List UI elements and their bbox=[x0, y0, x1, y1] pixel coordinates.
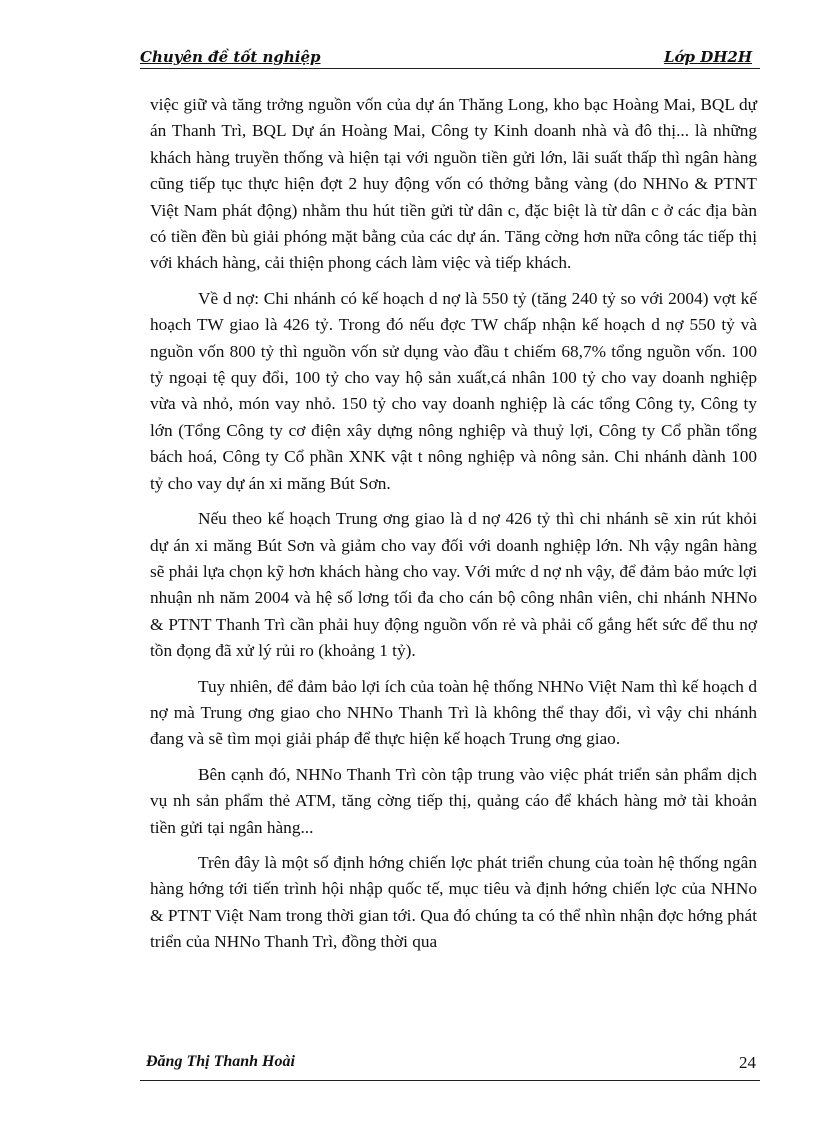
footer-author: Đăng Thị Thanh Hoài bbox=[146, 1053, 295, 1070]
page-number: 24 bbox=[739, 1053, 756, 1072]
document-body bbox=[150, 92, 757, 965]
paragraph-1: việc giữ và tăng trởng nguồn vốn của dự án Thăng Long, kho bạc Hoàng Mai, BQL dự án Thanh Trì, BQL Dự án Hoàng Mai, Công ty Kinh doanh nhà và đô thị... là những khách hàng truyền thống và hiện tại với nguồn tiền gửi lớn, lãi suất thấp thì ngân hàng cũng tiếp tục thực hiện đợt 2 huy động vốn có thởng bằng vàng (do NHNo & PTNT Việt Nam phát động) nhằm thu hút tiền gửi từ dân c, đặc biệt là từ dân c ở các địa bàn có tiền đền bù giải phóng mặt bằng của các dự án. Tăng cờng hơn nữa công tác tiếp thị với khách hàng, cải thiện phong cách làm việc và tiếp khách. bbox=[150, 95, 757, 273]
paragraph-4: Tuy nhiên, để đảm bảo lợi ích của toàn hệ thống NHNo Việt Nam thì kế hoạch d nợ mà Trung ơng giao cho NHNo Thanh Trì là không thể thay đổi, vì vậy chi nhánh đang và sẽ tìm mọi giải pháp để thực hiện kế hoạch Trung ơng giao. bbox=[150, 676, 757, 749]
page-header bbox=[140, 46, 760, 69]
header-title: Chuyên đề tốt nghiệp bbox=[140, 48, 321, 66]
page-footer bbox=[140, 1053, 760, 1111]
header-class: Lớp DH2H bbox=[663, 48, 752, 66]
paragraph-2: Về d nợ: Chi nhánh có kế hoạch d nợ là 550 tỷ (tăng 240 tỷ so với 2004) vợt kế hoạch TW giao là 426 tỷ. Trong đó nếu đợc TW chấp nhận kế hoạch d nợ 550 tỷ và nguồn vốn 800 tỷ thì nguồn vốn sử dụng vào đầu t chiếm 68,7% tổng nguồn vốn. 100 tỷ ngoại tệ quy đổi, 100 tỷ cho vay hộ sản xuất,cá nhân 100 tỷ cho vay doanh nghiệp vừa và nhỏ, món vay nhỏ. 150 tỷ cho vay doanh nghiệp là các tổng Công ty, Công ty lớn (Tổng Công ty cơ điện xây dựng nông nghiệp và thuỷ lợi, Công ty Cổ phần tổng bách hoá, Công ty Cổ phần XNK vật t nông nghiệp và nông sản. Chi nhánh dành 100 tỷ cho vay dự án xi măng Bút Sơn. bbox=[150, 288, 757, 493]
paragraph-6: Trên đây là một số định hớng chiến lợc phát triển chung của toàn hệ thống ngân hàng hớng tới tiến trình hội nhập quốc tế, mục tiêu và định hớng chiến lợc của NHNo & PTNT Việt Nam trong thời gian tới. Qua đó chúng ta có thể nhìn nhận đợc hớng phát triển của NHNo Thanh Trì, đồng thời qua bbox=[150, 852, 757, 952]
paragraph-3: Nếu theo kế hoạch Trung ơng giao là d nợ 426 tỷ thì chi nhánh sẽ xin rút khỏi dự án xi măng Bút Sơn và giảm cho vay đối với doanh nghiệp lớn. Nh vậy ngân hàng sẽ phải lựa chọn kỹ hơn khách hàng cho vay. Với mức d nợ nh vậy, để đảm bảo mức lợi nhuận nh năm 2004 và hệ số lơng tối đa cho cán bộ công nhân viên, chi nhánh NHNo & PTNT Thanh Trì cần phải huy động nguồn vốn rẻ và phải cố gắng hết sức để thu nợ tồn đọng đã xử lý rủi ro (khoảng 1 tỷ). bbox=[150, 509, 757, 661]
paragraph-5: Bên cạnh đó, NHNo Thanh Trì còn tập trung vào việc phát triển sản phẩm dịch vụ nh sản phẩm thẻ ATM, tăng cờng tiếp thị, quảng cáo để khách hàng mở tài khoản tiền gửi tại ngân hàng... bbox=[150, 764, 757, 837]
